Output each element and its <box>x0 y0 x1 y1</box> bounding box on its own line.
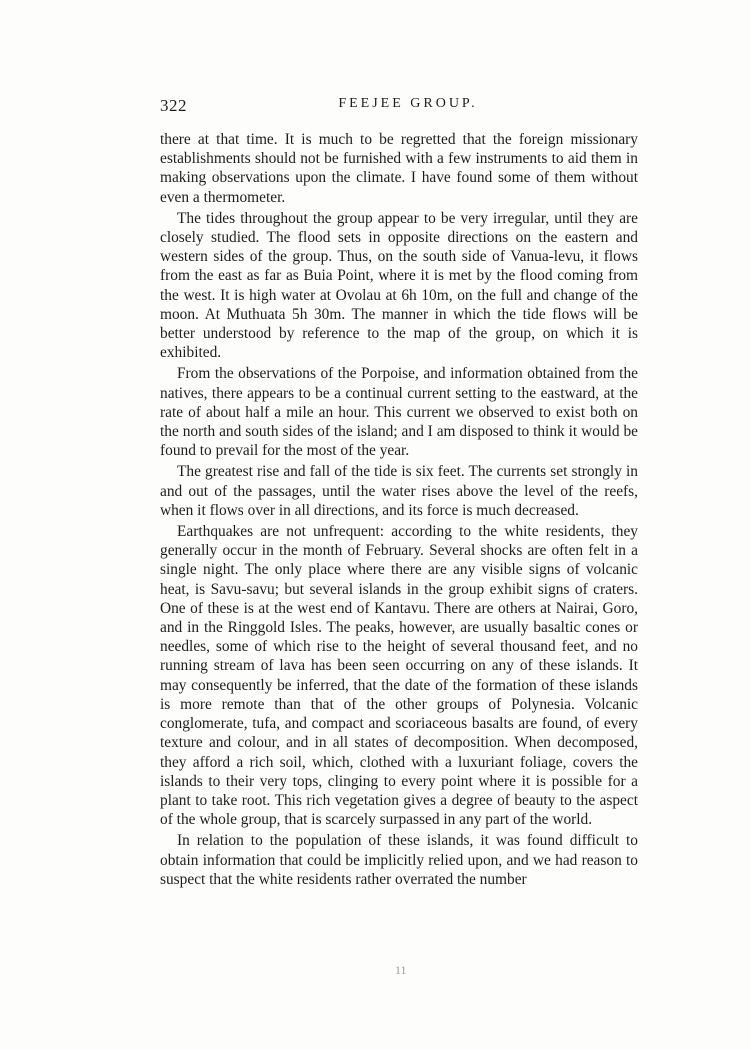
paragraph-tide-rise: The greatest rise and fall of the tide is six feet. The currents set strongly in and out of the passages, until the water rises above the level of the reefs, when it flows over in all directions, and its force is much decreased. <box>160 463 638 519</box>
page-number: 322 <box>160 96 187 115</box>
body-text <box>160 130 638 891</box>
paragraph-earthquakes: Earthquakes are not unfrequent: according to the white residents, they generally occur in the month of February. Several shocks are often felt in a single night. The only place where there are any visible signs of volcanic heat, is Savu-savu; but several islands in the group exhibit signs of craters. One of these is at the west end of Kantavu. There are others at Nairai, Goro, and in the Ringgold Isles. The peaks, however, are usually basaltic cones or needles, some of which rise to the height of several thousand feet, and no running stream of lava has been seen occurring on any of these islands. It may consequently be inferred, that the date of the formation of these islands is more remote than that of the other groups of Polynesia. Volcanic conglomerate, tufa, and compact and scoriaceous basalts are found, of every texture and colour, and in all states of decomposition. When decomposed, they afford a rich soil, which, clothed with a luxuriant foliage, covers the islands to their very tops, clinging to every point where it is possible for a plant to take root. This rich vegetation gives a degree of beauty to the aspect of the whole group, that is scarcely surpassed in any part of the world. <box>160 523 638 829</box>
signature-mark: 11 <box>395 963 407 977</box>
running-head: FEEJEE GROUP. <box>338 96 478 111</box>
paragraph-climate-continued: there at that time. It is much to be regretted that the foreign missionary establishments should not be furnished with a few instruments to aid them in making observations upon the climate. I have found some of them without even a thermometer. <box>160 131 638 206</box>
page-header <box>160 96 638 120</box>
paragraph-population: In relation to the population of these islands, it was found difficult to obtain information that could be implicitly relied upon, and we had reason to suspect that the white residents rather overrated the number <box>160 832 638 888</box>
paragraph-tides: The tides throughout the group appear to be very irregular, until they are closely studied. The flood sets in opposite directions on the eastern and western sides of the group. Thus, on the south side of Vanua-levu, it flows from the east as far as Buia Point, where it is met by the flood coming from the west. It is high water at Ovolau at 6h 10m, on the full and change of the moon. At Muthuata 5h 30m. The manner in which the tide flows will be better understood by reference to the map of the group, on which it is exhibited. <box>160 209 638 362</box>
paragraph-current: From the observations of the Porpoise, and information obtained from the natives, there appears to be a continual current setting to the eastward, at the rate of about half a mile an hour. This current we observed to exist both on the north and south sides of the island; and I am disposed to think it would be found to prevail for the most of the year. <box>160 365 638 460</box>
